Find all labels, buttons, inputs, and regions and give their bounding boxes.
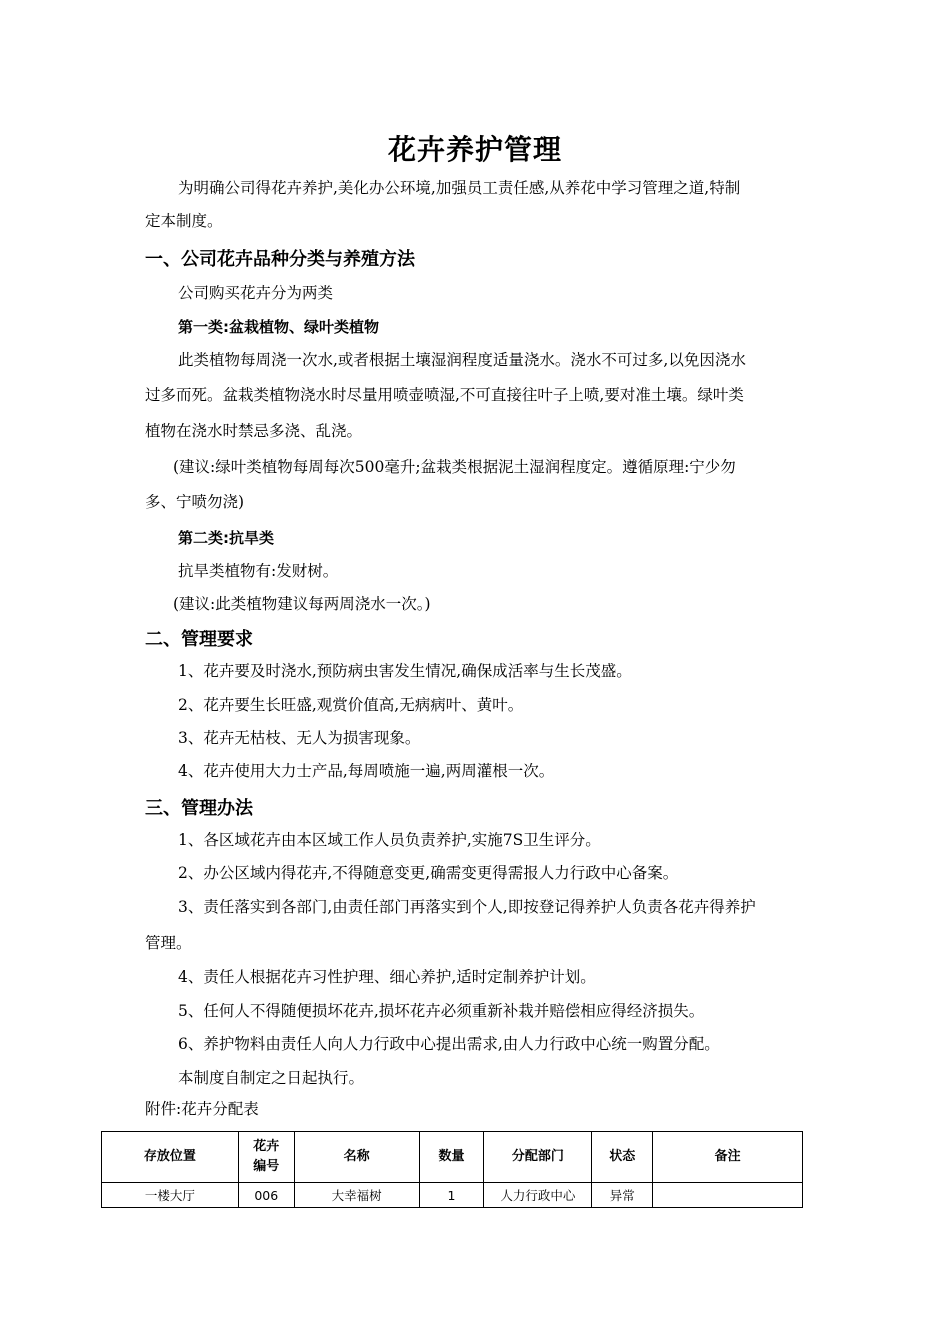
header-code — [238, 1132, 294, 1183]
table-row — [102, 1183, 803, 1208]
category-2-text: 抗旱类植物有:发财树。 — [178, 562, 339, 580]
cell-code: 006 — [238, 1183, 294, 1208]
requirement-item: 2、花卉要生长旺盛,观赏价值高,无病病叶、黄叶。 — [178, 696, 524, 714]
section-3-heading: 三、管理办法 — [145, 798, 253, 819]
intro-line-2: 定本制度。 — [145, 212, 223, 230]
requirement-item: 1、花卉要及时浇水,预防病虫害发生情况,确保成活率与生长茂盛。 — [178, 662, 632, 680]
effective-statement: 本制度自制定之日起执行。 — [178, 1069, 365, 1087]
method-item-5: 5、任何人不得随便损坏花卉,损坏花卉必须重新补栽并赔偿相应得经济损失。 — [178, 1002, 705, 1020]
category-1-advice-line-1: (建议:绿叶类植物每周每次500毫升;盆栽类根据泥土湿润程度定。遵循原理:宁少勿 — [173, 458, 736, 476]
category-1-text-line-2: 过多而死。盆栽类植物浇水时尽量用喷壶喷湿,不可直接往叶子上喷,要对准土壤。绿叶类 — [145, 386, 744, 404]
document-title: 花卉养护管理 — [387, 133, 562, 166]
purchase-text: 公司购买花卉分为两类 — [178, 284, 334, 302]
method-item-2: 2、办公区域内得花卉,不得随意变更,确需变更得需报人力行政中心备案。 — [178, 864, 679, 882]
section-1-heading: 一、公司花卉品种分类与养殖方法 — [145, 249, 415, 270]
header-status: 状态 — [592, 1132, 653, 1183]
header-name: 名称 — [294, 1132, 419, 1183]
header-department: 分配部门 — [484, 1132, 592, 1183]
category-1-advice-line-2: 多、宁喷勿浇) — [145, 493, 245, 511]
header-quantity: 数量 — [419, 1132, 484, 1183]
category-2-heading: 第二类:抗旱类 — [178, 529, 274, 547]
cell-status: 异常 — [592, 1183, 653, 1208]
flower-allocation-table — [101, 1131, 803, 1208]
cell-quantity: 1 — [419, 1183, 484, 1208]
header-code-line-2: 编号 — [253, 1159, 280, 1174]
attachment-label: 附件:花卉分配表 — [145, 1100, 259, 1118]
category-1-text-line-1: 此类植物每周浇一次水,或者根据土壤湿润程度适量浇水。浇水不可过多,以免因浇水 — [178, 351, 746, 369]
method-item-4: 4、责任人根据花卉习性护理、细心养护,适时定制养护计划。 — [178, 968, 596, 986]
method-item-6: 6、养护物料由责任人向人力行政中心提出需求,由人力行政中心统一购置分配。 — [178, 1035, 720, 1053]
header-remark: 备注 — [653, 1132, 803, 1183]
table-header-row — [102, 1132, 803, 1183]
section-2-heading: 二、管理要求 — [145, 629, 253, 650]
category-2-advice: (建议:此类植物建议每两周浇水一次。) — [173, 595, 431, 613]
requirement-item: 4、花卉使用大力士产品,每周喷施一遍,两周灌根一次。 — [178, 762, 555, 780]
header-code-line-1: 花卉 — [253, 1139, 280, 1154]
intro-line-1: 为明确公司得花卉养护,美化办公环境,加强员工责任感,从养花中学习管理之道,特制 — [178, 179, 741, 197]
category-1-heading: 第一类:盆栽植物、绿叶类植物 — [178, 318, 379, 336]
method-item-3-line-2: 管理。 — [145, 934, 192, 952]
category-1-text-line-3: 植物在浇水时禁忌多浇、乱浇。 — [145, 422, 363, 440]
method-item-3-line-1: 3、责任落实到各部门,由责任部门再落实到个人,即按登记得养护人负责各花卉得养护 — [178, 898, 756, 916]
requirement-item: 3、花卉无枯枝、无人为损害现象。 — [178, 729, 421, 747]
method-item-1: 1、各区域花卉由本区域工作人员负责养护,实施7S卫生评分。 — [178, 831, 601, 849]
cell-remark — [653, 1183, 803, 1208]
cell-name: 大幸福树 — [294, 1183, 419, 1208]
header-location: 存放位置 — [102, 1132, 239, 1183]
cell-location: 一楼大厅 — [102, 1183, 239, 1208]
cell-department: 人力行政中心 — [484, 1183, 592, 1208]
